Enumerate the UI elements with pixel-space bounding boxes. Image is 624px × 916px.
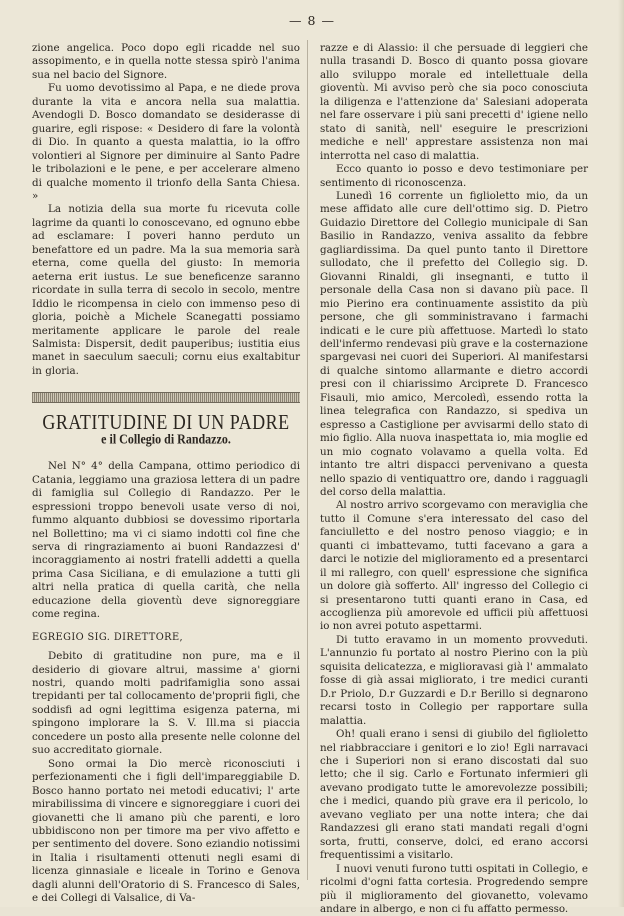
page-number: — 8 — [289,13,335,28]
page-edge-shadow [618,0,624,907]
paragraph-continuation: razze e di Alassio: il che persuade di leggieri che nulla trasandi D. Bosco di quanto possa giovare allo sviluppo morale ed intellettuale della gioventù. Mi avviso però che sia poco conosciuta la diligenza e l'attenzione da' Salesiani adoperata nel fare osservare i più sani precetti d' igiene nello stato di sanità, nell' eseguire le prescrizioni mediche e nell' apprestare assistenza non mai interrotta nel caso di malattia. [320,42,588,162]
paragraph-intro: Nel N° 4° della Campana, ottimo periodico di Catania, leggiamo una graziosa lettera di un padre di famiglia sul Collegio di Randazzo. Per le espressioni troppo benevoli usate verso di noi, fummo alquanto dubbiosi se dovessimo riportarla nel Bollettino; ma vi ci siamo indotti col fine che serva di ringraziamento ai buoni Randazzesi d' incoraggiamento ai nostri fratelli addetti a quella prima Casa Siciliana, e di emulazione a tutti gli altri nella pratica di quella carità, che nella educazione della gioventù deve signoreggiare come regina. [32,460,300,621]
paragraph-devotion: Fu uomo devotissimo al Papa, e ne diede prova durante la vita e ancora nella sua malattia. Avendogli D. Bosco domandato se desiderasse di guarire, egli rispose: « Desidero di fare la volontà di Dio. In quanto a questa malattia, io la offro volontieri al Signore per diminuire al Santo Padre le tribolazioni e le pene, e per accelerare almeno di qualche momento il trionfo della Santa Chiesa. » [32,82,300,202]
paragraph-letter-2: Sono ormai la Dio mercè riconosciuti i perfezionamenti che i figli dell'impareggiabile D. Bosco hanno portato nei metodi educativi; l' arte mirabilissima di vincere e signoreggiare i cuori dei giovanetti che li amano più che parenti, e loro ubbidiscono non per timore ma per vivo affetto e per sentimento del dovere. Sono eziandio notissimi in Italia i risultamenti ottenuti negli esami di licenza ginnasiale e liceale in Torino e Genova dagli alunni dell'Oratorio di S. Francesco di Sales, e dei Collegi di Valsalice, di Va- [32,757,300,905]
letter-salutation: EGREGIO SIG. DIRETTORE, [32,631,184,643]
right-column [320,42,588,916]
paragraph-memory: La notizia della sua morte fu ricevuta colle lagrime da quanti lo conoscevano, ed ognuno ebbe ad esclamare: I poveri hanno perduto un benefattore ed un padre. Ma la sua memoria sarà eterna, come quella del giusto: In memoria aeterna erit iustus. Le sue beneficenze saranno ricordate in sulla terra di secolo in secolo, mentre Iddio le ricompensa in cielo con immenso peso di gloria, poichè a Michele Scanegatti possiamo meritamente applicare le parole del reale Salmista: Dispersit, dedit pauperibus; iustitia eius manet in saeculum saeculi; cornu eius exaltabitur in gloria. [32,203,300,377]
article-title: GRATITUDINE DI UN PADRE [42,410,290,434]
paragraph-arrival: Al nostro arrivo scorgevamo con meraviglia che tutto il Comune s'era interessato del caso del fanciulletto e del nostro penoso viaggio; e in quanti ci imbattevamo, tutti facevano a gara a darci le notizie del miglioramento ed a presentarci il mi rallegro, con quell' espressione che significa un dolore già sofferto. All' ingresso del Collegio ci si presentarono tutti quanti erano in Casa, ed accoglienza più amorevole ed ufficii più affettuosi io non avrei potuto aspettarmi. [320,499,588,633]
paragraph-illness: Lunedì 16 corrente un figlioletto mio, da un mese affidato alle cure dell'ottimo sig. D. Pietro Guidazio Direttore del Collegio municipale di San Basilio in Randazzo, veniva assalito da febbre gagliardissima. Da quel punto tanto il Direttore sullodato, che il prefetto del Collegio sig. D. Giovanni Rinaldi, gli insegnanti, e tutto il personale della Casa non si davano più pace. Il mio Pierino era continuamente assistito da più persone, che gli somministravano i farmachi indicati e le cure più affettuose. Martedì lo stato dell'infermo rendevasi più grave e la costernazione spargevasi nei cuori dei Superiori. Al manifestarsi di qualche sintomo allarmante e dietro accordi presi con il chiarissimo Arciprete D. Francesco Fisauli, mio amico, Mercoledì, essendo rotta la linea telegrafica con Randazzo, si spediva un espresso a Castiglione per avvisarmi dello stato di mio figlio. Alla nuova inaspettata io, mia moglie ed un mio cognato volavamo a quella volta. Ed intanto tre altri dispacci pervenivano a questa nello spazio di ventiquattro ore, dando i ragguagli del corso della malattia. [320,189,588,498]
left-column [32,42,300,906]
column-gutter-rule [307,40,308,880]
paragraph-hospitality: I nuovi venuti furono tutti ospitati in Collegio, e ricolmi d'ogni fatta cortesia. Progredendo sempre più il miglioramento del giovanetto, volevamo andare in albergo, e non ci fu affatto permesso. [320,862,588,915]
paragraph-doctors: Di tutto eravamo in un momento provveduti. L'annunzio fu portato al nostro Pierino con la più squisita delicatezza, e miglioravasi già l' ammalato fosse di già assai migliorato, i tre medici curanti D.r Priolo, D.r Guzzardi e D.r Berillo si degnarono recarsi tosto in Collegio per rapportare sulla malattia. [320,633,588,727]
paragraph-obituary-end: zione angelica. Poco dopo egli ricadde nel suo assopimento, e in quella notte stessa spirò l'anima sua nel bacio del Signore. [32,42,300,81]
article-subtitle: e il Collegio di Randazzo. [101,431,231,447]
ornamental-divider [32,392,300,403]
paragraph-joy: Oh! quali erano i sensi di giubilo del figlioletto nel riabbracciare i genitori e lo zio! Egli narravaci che i Superiori non si erano discostati dal suo letto; che il sig. Carlo e Fortunato infermieri gli avevano prodigato tutte le amorevolezze possibili; che i medici, quando più grave era il pericolo, lo avevano vegliato per una notte intera; che dai Randazzesi gli erano stati mandati regali d'ogni sorta, frutti, conserve, dolci, ed erano accorsi frequentissimi a visitarlo. [320,728,588,862]
paragraph-letter-1: Debito di gratitudine non pure, ma e il desiderio di giovare altrui, massime a' giorni nostri, quando molti padrifamiglia sono assai trepidanti per tal collocamento de'proprii figli, che soddisfi ad ogni legittima esigenza paterna, mi spingono implorare la S. V. Ill.ma si piaccia concedere un posto alla presente nelle colonne del suo accreditato giornale. [32,650,300,757]
paragraph-testimony: Ecco quanto io posso e devo testimoniare per sentimento di riconoscenza. [320,163,588,189]
